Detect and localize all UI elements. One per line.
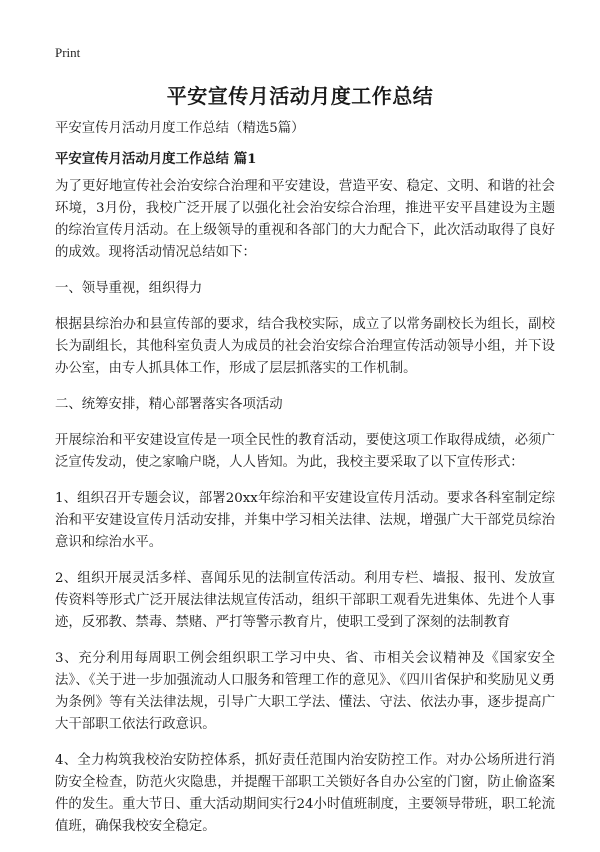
paragraph-leadership: 根据县综治办和县宣传部的要求，结合我校实际，成立了以常务副校长为组长，副校长为副组长，其他科室负责人为成员的社会治安综合治理宣传活动领导小组，并下设办公室，由专人抓具体工作，形成了层层抓落实的工作机制。	[55, 317, 555, 376]
document-body	[55, 118, 555, 852]
list-item-4: 4、全力构筑我校治安防控体系，抓好责任范围内治安防控工作。对办公场所进行消防安全检查，防范火灾隐患，并提醒干部职工关锁好各自办公室的门窗，防止偷盗案件的发生。重大节日、重大活动期间实行24小时值班制度，主要领导带班，职工轮流值班，确保我校安全稳定。	[55, 753, 555, 834]
list-item-1: 1、组织召开专题会议，部署20xx年综治和平安建设宣传月活动。要求各科室制定综治和平安建设宣传月活动安排，并集中学习相关法律、法规，增强广大干部党员综治意识和综治水平。	[55, 491, 555, 550]
section-title: 平安宣传月活动月度工作总结 篇1	[55, 151, 257, 167]
list-item-2: 2、组织开展灵活多样、喜闻乐见的法制宣传活动。利用专栏、墙报、报刊、发放宣传资料等形式广泛开展法律法规宣传活动，组织干部职工观看先进集体、先进个人事迹，反邪教、禁毒、禁赌、严打等警示教育片，使职工受到了深刻的法制教育	[55, 571, 555, 630]
print-link[interactable]: Print	[55, 45, 81, 60]
list-item-3: 3、充分利用每周职工例会组织职工学习中央、省、市相关会议精神及《国家安全法》、《关于进一步加强流动人口服务和管理工作的意见》、《四川省保护和奖励见义勇为条例》等有关法律法规，引导广大职工学法、懂法、守法、依法办事，逐步提高广大干部职工依法行政意识。	[55, 651, 555, 732]
heading-planning: 二、统筹安排，精心部署落实各项活动	[55, 397, 283, 412]
document-subtitle: 平安宣传月活动月度工作总结（精选5篇）	[55, 121, 305, 136]
heading-leadership: 一、领导重视，组织得力	[55, 281, 203, 296]
paragraph-planning: 开展综治和平安建设宣传是一项全民性的教育活动，要使这项工作取得成绩，必须广泛宣传发动，使之家喻户晓，人人皆知。为此，我校主要采取了以下宣传形式：	[55, 433, 555, 470]
intro-paragraph: 为了更好地宣传社会治安综合治理和平安建设，营造平安、稳定、文明、和谐的社会环境，3月份，我校广泛开展了以强化社会治安综合治理，推进平安平昌建设为主题的综治宣传月活动。在上级领导的重视和各部门的大力配合下，此次活动取得了良好的成效。现将活动情况总结如下：	[55, 179, 555, 260]
document-title: 平安宣传月活动月度工作总结	[166, 84, 434, 108]
